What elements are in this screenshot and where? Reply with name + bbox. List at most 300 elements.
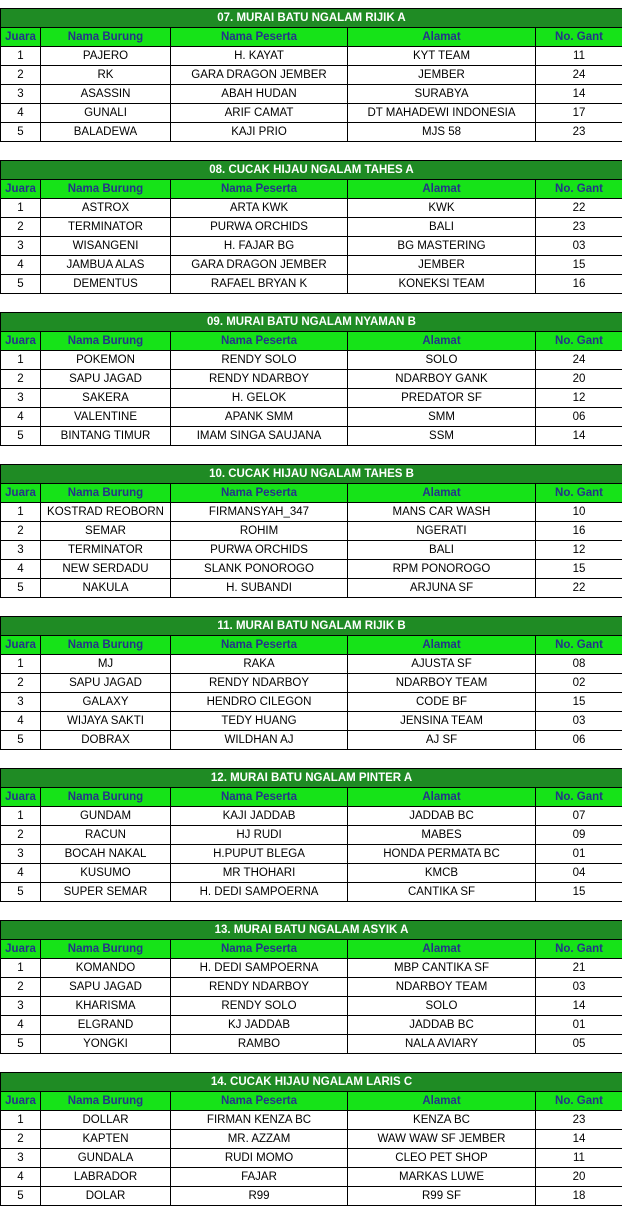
participant-cell: PURWA ORCHIDS bbox=[171, 218, 348, 237]
address-cell: KWK bbox=[348, 199, 536, 218]
ring-number-cell: 15 bbox=[536, 693, 622, 712]
header-alamat: Alamat bbox=[348, 180, 536, 199]
address-cell: AJ SF bbox=[348, 731, 536, 750]
rank-cell: 3 bbox=[1, 85, 41, 104]
header-alamat: Alamat bbox=[348, 940, 536, 959]
address-cell: JADDAB BC bbox=[348, 1016, 536, 1035]
ring-number-cell: 14 bbox=[536, 85, 622, 104]
ring-number-cell: 15 bbox=[536, 256, 622, 275]
bird-name-cell: MJ bbox=[41, 655, 171, 674]
address-cell: SURABYA bbox=[348, 85, 536, 104]
bird-name-cell: KOSTRAD REOBORN bbox=[41, 503, 171, 522]
header-alamat: Alamat bbox=[348, 1092, 536, 1111]
results-table bbox=[0, 160, 622, 294]
header-no-gant: No. Gant bbox=[536, 332, 622, 351]
rank-cell: 4 bbox=[1, 256, 41, 275]
address-cell: NALA AVIARY bbox=[348, 1035, 536, 1054]
ring-number-cell: 05 bbox=[536, 1035, 622, 1054]
address-cell: JEMBER bbox=[348, 256, 536, 275]
rank-cell: 2 bbox=[1, 522, 41, 541]
bird-name-cell: WISANGENI bbox=[41, 237, 171, 256]
header-nama-peserta: Nama Peserta bbox=[171, 28, 348, 47]
participant-cell: ROHIM bbox=[171, 522, 348, 541]
ring-number-cell: 04 bbox=[536, 864, 622, 883]
ring-number-cell: 10 bbox=[536, 503, 622, 522]
rank-cell: 5 bbox=[1, 427, 41, 446]
results-table bbox=[0, 312, 622, 446]
address-cell: NDARBOY TEAM bbox=[348, 674, 536, 693]
bird-name-cell: SAKERA bbox=[41, 389, 171, 408]
ring-number-cell: 16 bbox=[536, 522, 622, 541]
table-row bbox=[1, 1016, 622, 1035]
participant-cell: TEDY HUANG bbox=[171, 712, 348, 731]
results-table-block bbox=[0, 616, 622, 750]
bird-name-cell: RK bbox=[41, 66, 171, 85]
table-row bbox=[1, 427, 622, 446]
bird-name-cell: SEMAR bbox=[41, 522, 171, 541]
address-cell: CODE BF bbox=[348, 693, 536, 712]
bird-name-cell: LABRADOR bbox=[41, 1168, 171, 1187]
header-nama-peserta: Nama Peserta bbox=[171, 484, 348, 503]
table-row bbox=[1, 237, 622, 256]
ring-number-cell: 23 bbox=[536, 123, 622, 142]
rank-cell: 3 bbox=[1, 389, 41, 408]
ring-number-cell: 15 bbox=[536, 560, 622, 579]
participant-cell: HJ RUDI bbox=[171, 826, 348, 845]
rank-cell: 1 bbox=[1, 807, 41, 826]
participant-cell: MR. AZZAM bbox=[171, 1130, 348, 1149]
participant-cell: RUDI MOMO bbox=[171, 1149, 348, 1168]
participant-cell: FIRMANSYAH_347 bbox=[171, 503, 348, 522]
rank-cell: 3 bbox=[1, 693, 41, 712]
ring-number-cell: 20 bbox=[536, 370, 622, 389]
header-nama-burung: Nama Burung bbox=[41, 484, 171, 503]
ring-number-cell: 03 bbox=[536, 978, 622, 997]
bird-name-cell: NAKULA bbox=[41, 579, 171, 598]
rank-cell: 5 bbox=[1, 731, 41, 750]
results-table-block bbox=[0, 464, 622, 598]
rank-cell: 5 bbox=[1, 883, 41, 902]
participant-cell: SLANK PONOROGO bbox=[171, 560, 348, 579]
participant-cell: RENDY SOLO bbox=[171, 351, 348, 370]
ring-number-cell: 14 bbox=[536, 997, 622, 1016]
address-cell: NDARBOY GANK bbox=[348, 370, 536, 389]
table-header-row bbox=[1, 1092, 622, 1111]
table-row bbox=[1, 66, 622, 85]
table-title: 10. CUCAK HIJAU NGALAM TAHES B bbox=[1, 465, 622, 484]
ring-number-cell: 12 bbox=[536, 541, 622, 560]
table-title: 12. MURAI BATU NGALAM PINTER A bbox=[1, 769, 622, 788]
ring-number-cell: 01 bbox=[536, 1016, 622, 1035]
participant-cell: RENDY NDARBOY bbox=[171, 674, 348, 693]
header-no-gant: No. Gant bbox=[536, 28, 622, 47]
table-row bbox=[1, 1149, 622, 1168]
table-row bbox=[1, 807, 622, 826]
table-row bbox=[1, 1111, 622, 1130]
participant-cell: RAKA bbox=[171, 655, 348, 674]
address-cell: MANS CAR WASH bbox=[348, 503, 536, 522]
table-header-row bbox=[1, 636, 622, 655]
table-row bbox=[1, 997, 622, 1016]
participant-cell: KAJI JADDAB bbox=[171, 807, 348, 826]
header-alamat: Alamat bbox=[348, 28, 536, 47]
rank-cell: 3 bbox=[1, 997, 41, 1016]
header-nama-peserta: Nama Peserta bbox=[171, 1092, 348, 1111]
rank-cell: 5 bbox=[1, 1035, 41, 1054]
ring-number-cell: 03 bbox=[536, 712, 622, 731]
ring-number-cell: 07 bbox=[536, 807, 622, 826]
rank-cell: 5 bbox=[1, 275, 41, 294]
address-cell: DT MAHADEWI INDONESIA bbox=[348, 104, 536, 123]
bird-name-cell: SAPU JAGAD bbox=[41, 978, 171, 997]
header-alamat: Alamat bbox=[348, 332, 536, 351]
header-juara: Juara bbox=[1, 484, 41, 503]
participant-cell: FAJAR bbox=[171, 1168, 348, 1187]
ring-number-cell: 24 bbox=[536, 66, 622, 85]
table-row bbox=[1, 845, 622, 864]
address-cell: MJS 58 bbox=[348, 123, 536, 142]
address-cell: KENZA BC bbox=[348, 1111, 536, 1130]
ring-number-cell: 17 bbox=[536, 104, 622, 123]
rank-cell: 3 bbox=[1, 1149, 41, 1168]
results-table bbox=[0, 464, 622, 598]
bird-name-cell: GUNDAM bbox=[41, 807, 171, 826]
header-nama-peserta: Nama Peserta bbox=[171, 636, 348, 655]
results-table-block bbox=[0, 920, 622, 1054]
rank-cell: 1 bbox=[1, 655, 41, 674]
address-cell: SSM bbox=[348, 427, 536, 446]
bird-name-cell: BINTANG TIMUR bbox=[41, 427, 171, 446]
table-title: 13. MURAI BATU NGALAM ASYIK A bbox=[1, 921, 622, 940]
address-cell: BG MASTERING bbox=[348, 237, 536, 256]
table-row bbox=[1, 123, 622, 142]
table-header-row bbox=[1, 484, 622, 503]
results-table-block bbox=[0, 1072, 622, 1206]
rank-cell: 1 bbox=[1, 959, 41, 978]
participant-cell: H. DEDI SAMPOERNA bbox=[171, 959, 348, 978]
address-cell: SMM bbox=[348, 408, 536, 427]
rank-cell: 2 bbox=[1, 370, 41, 389]
participant-cell: GARA DRAGON JEMBER bbox=[171, 256, 348, 275]
rank-cell: 3 bbox=[1, 237, 41, 256]
address-cell: JEMBER bbox=[348, 66, 536, 85]
address-cell: MABES bbox=[348, 826, 536, 845]
table-row bbox=[1, 522, 622, 541]
participant-cell: H. KAYAT bbox=[171, 47, 348, 66]
ring-number-cell: 06 bbox=[536, 408, 622, 427]
rank-cell: 2 bbox=[1, 218, 41, 237]
participant-cell: GARA DRAGON JEMBER bbox=[171, 66, 348, 85]
ring-number-cell: 23 bbox=[536, 218, 622, 237]
bird-name-cell: DEMENTUS bbox=[41, 275, 171, 294]
address-cell: AJUSTA SF bbox=[348, 655, 536, 674]
table-row bbox=[1, 218, 622, 237]
rank-cell: 4 bbox=[1, 712, 41, 731]
participant-cell: ABAH HUDAN bbox=[171, 85, 348, 104]
rank-cell: 4 bbox=[1, 560, 41, 579]
table-row bbox=[1, 47, 622, 66]
bird-name-cell: YONGKI bbox=[41, 1035, 171, 1054]
header-juara: Juara bbox=[1, 332, 41, 351]
bird-name-cell: GALAXY bbox=[41, 693, 171, 712]
bird-name-cell: JAMBUA ALAS bbox=[41, 256, 171, 275]
results-table bbox=[0, 8, 622, 142]
rank-cell: 5 bbox=[1, 123, 41, 142]
header-nama-peserta: Nama Peserta bbox=[171, 180, 348, 199]
ring-number-cell: 24 bbox=[536, 351, 622, 370]
results-table bbox=[0, 1072, 622, 1206]
bird-name-cell: TERMINATOR bbox=[41, 218, 171, 237]
ring-number-cell: 03 bbox=[536, 237, 622, 256]
table-row bbox=[1, 275, 622, 294]
table-row bbox=[1, 731, 622, 750]
table-row bbox=[1, 408, 622, 427]
rank-cell: 5 bbox=[1, 1187, 41, 1206]
ring-number-cell: 08 bbox=[536, 655, 622, 674]
header-juara: Juara bbox=[1, 28, 41, 47]
table-row bbox=[1, 503, 622, 522]
participant-cell: H.PUPUT BLEGA bbox=[171, 845, 348, 864]
header-juara: Juara bbox=[1, 788, 41, 807]
rank-cell: 1 bbox=[1, 47, 41, 66]
table-row bbox=[1, 883, 622, 902]
participant-cell: RENDY NDARBOY bbox=[171, 370, 348, 389]
table-row bbox=[1, 389, 622, 408]
participant-cell: RENDY NDARBOY bbox=[171, 978, 348, 997]
address-cell: SOLO bbox=[348, 351, 536, 370]
rank-cell: 4 bbox=[1, 864, 41, 883]
header-nama-peserta: Nama Peserta bbox=[171, 788, 348, 807]
table-row bbox=[1, 1168, 622, 1187]
bird-name-cell: POKEMON bbox=[41, 351, 171, 370]
ring-number-cell: 21 bbox=[536, 959, 622, 978]
rank-cell: 4 bbox=[1, 408, 41, 427]
ring-number-cell: 12 bbox=[536, 389, 622, 408]
ring-number-cell: 11 bbox=[536, 47, 622, 66]
ring-number-cell: 20 bbox=[536, 1168, 622, 1187]
table-row bbox=[1, 674, 622, 693]
ring-number-cell: 11 bbox=[536, 1149, 622, 1168]
participant-cell: R99 bbox=[171, 1187, 348, 1206]
table-row bbox=[1, 693, 622, 712]
rank-cell: 5 bbox=[1, 579, 41, 598]
table-row bbox=[1, 959, 622, 978]
address-cell: RPM PONOROGO bbox=[348, 560, 536, 579]
rank-cell: 2 bbox=[1, 66, 41, 85]
ring-number-cell: 15 bbox=[536, 883, 622, 902]
ring-number-cell: 01 bbox=[536, 845, 622, 864]
ring-number-cell: 18 bbox=[536, 1187, 622, 1206]
table-title: 11. MURAI BATU NGALAM RIJIK B bbox=[1, 617, 622, 636]
bird-name-cell: TERMINATOR bbox=[41, 541, 171, 560]
header-alamat: Alamat bbox=[348, 484, 536, 503]
bird-name-cell: NEW SERDADU bbox=[41, 560, 171, 579]
participant-cell: WILDHAN AJ bbox=[171, 731, 348, 750]
header-nama-peserta: Nama Peserta bbox=[171, 940, 348, 959]
participant-cell: HENDRO CILEGON bbox=[171, 693, 348, 712]
participant-cell: H. DEDI SAMPOERNA bbox=[171, 883, 348, 902]
table-row bbox=[1, 1187, 622, 1206]
table-row bbox=[1, 1035, 622, 1054]
bird-name-cell: SAPU JAGAD bbox=[41, 674, 171, 693]
table-row bbox=[1, 370, 622, 389]
table-row bbox=[1, 104, 622, 123]
header-no-gant: No. Gant bbox=[536, 636, 622, 655]
header-no-gant: No. Gant bbox=[536, 1092, 622, 1111]
header-alamat: Alamat bbox=[348, 788, 536, 807]
participant-cell: APANK SMM bbox=[171, 408, 348, 427]
header-nama-burung: Nama Burung bbox=[41, 636, 171, 655]
header-nama-burung: Nama Burung bbox=[41, 180, 171, 199]
bird-name-cell: ASTROX bbox=[41, 199, 171, 218]
bird-name-cell: ASASSIN bbox=[41, 85, 171, 104]
rank-cell: 3 bbox=[1, 541, 41, 560]
participant-cell: IMAM SINGA SAUJANA bbox=[171, 427, 348, 446]
table-row bbox=[1, 85, 622, 104]
bird-name-cell: WIJAYA SAKTI bbox=[41, 712, 171, 731]
participant-cell: ARTA KWK bbox=[171, 199, 348, 218]
header-nama-burung: Nama Burung bbox=[41, 940, 171, 959]
results-table bbox=[0, 768, 622, 902]
table-row bbox=[1, 655, 622, 674]
bird-name-cell: KHARISMA bbox=[41, 997, 171, 1016]
ring-number-cell: 14 bbox=[536, 1130, 622, 1149]
header-no-gant: No. Gant bbox=[536, 180, 622, 199]
ring-number-cell: 02 bbox=[536, 674, 622, 693]
rank-cell: 4 bbox=[1, 1016, 41, 1035]
participant-cell: KAJI PRIO bbox=[171, 123, 348, 142]
rank-cell: 2 bbox=[1, 1130, 41, 1149]
ring-number-cell: 22 bbox=[536, 579, 622, 598]
table-row bbox=[1, 579, 622, 598]
address-cell: ARJUNA SF bbox=[348, 579, 536, 598]
bird-name-cell: GUNDALA bbox=[41, 1149, 171, 1168]
table-row bbox=[1, 712, 622, 731]
participant-cell: RENDY SOLO bbox=[171, 997, 348, 1016]
participant-cell: RAMBO bbox=[171, 1035, 348, 1054]
table-row bbox=[1, 199, 622, 218]
address-cell: CANTIKA SF bbox=[348, 883, 536, 902]
header-juara: Juara bbox=[1, 1092, 41, 1111]
table-row bbox=[1, 256, 622, 275]
header-no-gant: No. Gant bbox=[536, 484, 622, 503]
results-table bbox=[0, 920, 622, 1054]
table-title: 09. MURAI BATU NGALAM NYAMAN B bbox=[1, 313, 622, 332]
header-juara: Juara bbox=[1, 940, 41, 959]
table-header-row bbox=[1, 788, 622, 807]
address-cell: HONDA PERMATA BC bbox=[348, 845, 536, 864]
rank-cell: 2 bbox=[1, 978, 41, 997]
bird-name-cell: DOLAR bbox=[41, 1187, 171, 1206]
bird-name-cell: BOCAH NAKAL bbox=[41, 845, 171, 864]
bird-name-cell: RACUN bbox=[41, 826, 171, 845]
results-table bbox=[0, 616, 622, 750]
header-nama-burung: Nama Burung bbox=[41, 1092, 171, 1111]
participant-cell: FIRMAN KENZA BC bbox=[171, 1111, 348, 1130]
address-cell: JENSINA TEAM bbox=[348, 712, 536, 731]
ring-number-cell: 14 bbox=[536, 427, 622, 446]
header-no-gant: No. Gant bbox=[536, 788, 622, 807]
address-cell: BALI bbox=[348, 218, 536, 237]
ring-number-cell: 09 bbox=[536, 826, 622, 845]
bird-name-cell: SUPER SEMAR bbox=[41, 883, 171, 902]
bird-name-cell: BALADEWA bbox=[41, 123, 171, 142]
address-cell: CLEO PET SHOP bbox=[348, 1149, 536, 1168]
rank-cell: 3 bbox=[1, 845, 41, 864]
table-title: 07. MURAI BATU NGALAM RIJIK A bbox=[1, 9, 622, 28]
ring-number-cell: 23 bbox=[536, 1111, 622, 1130]
address-cell: NDARBOY TEAM bbox=[348, 978, 536, 997]
bird-name-cell: GUNALI bbox=[41, 104, 171, 123]
bird-name-cell: DOLLAR bbox=[41, 1111, 171, 1130]
ring-number-cell: 22 bbox=[536, 199, 622, 218]
bird-name-cell: KUSUMO bbox=[41, 864, 171, 883]
ring-number-cell: 16 bbox=[536, 275, 622, 294]
bird-name-cell: KOMANDO bbox=[41, 959, 171, 978]
address-cell: BALI bbox=[348, 541, 536, 560]
address-cell: WAW WAW SF JEMBER bbox=[348, 1130, 536, 1149]
address-cell: SOLO bbox=[348, 997, 536, 1016]
rank-cell: 4 bbox=[1, 1168, 41, 1187]
participant-cell: RAFAEL BRYAN K bbox=[171, 275, 348, 294]
rank-cell: 1 bbox=[1, 503, 41, 522]
address-cell: JADDAB BC bbox=[348, 807, 536, 826]
results-table-block bbox=[0, 160, 622, 294]
header-no-gant: No. Gant bbox=[536, 940, 622, 959]
table-row bbox=[1, 1130, 622, 1149]
table-row bbox=[1, 978, 622, 997]
table-row bbox=[1, 351, 622, 370]
address-cell: KYT TEAM bbox=[348, 47, 536, 66]
table-row bbox=[1, 541, 622, 560]
table-header-row bbox=[1, 332, 622, 351]
participant-cell: H. SUBANDI bbox=[171, 579, 348, 598]
participant-cell: H. GELOK bbox=[171, 389, 348, 408]
table-header-row bbox=[1, 180, 622, 199]
rank-cell: 2 bbox=[1, 826, 41, 845]
header-juara: Juara bbox=[1, 180, 41, 199]
rank-cell: 1 bbox=[1, 351, 41, 370]
rank-cell: 4 bbox=[1, 104, 41, 123]
header-nama-burung: Nama Burung bbox=[41, 332, 171, 351]
participant-cell: MR THOHARI bbox=[171, 864, 348, 883]
participant-cell: ARIF CAMAT bbox=[171, 104, 348, 123]
bird-name-cell: KAPTEN bbox=[41, 1130, 171, 1149]
header-nama-burung: Nama Burung bbox=[41, 788, 171, 807]
header-alamat: Alamat bbox=[348, 636, 536, 655]
address-cell: NGERATI bbox=[348, 522, 536, 541]
rank-cell: 1 bbox=[1, 1111, 41, 1130]
header-juara: Juara bbox=[1, 636, 41, 655]
address-cell: KMCB bbox=[348, 864, 536, 883]
bird-name-cell: DOBRAX bbox=[41, 731, 171, 750]
ring-number-cell: 06 bbox=[536, 731, 622, 750]
bird-name-cell: ELGRAND bbox=[41, 1016, 171, 1035]
rank-cell: 1 bbox=[1, 199, 41, 218]
table-title: 08. CUCAK HIJAU NGALAM TAHES A bbox=[1, 161, 622, 180]
participant-cell: KJ JADDAB bbox=[171, 1016, 348, 1035]
table-title: 14. CUCAK HIJAU NGALAM LARIS C bbox=[1, 1073, 622, 1092]
header-nama-peserta: Nama Peserta bbox=[171, 332, 348, 351]
table-header-row bbox=[1, 940, 622, 959]
bird-name-cell: VALENTINE bbox=[41, 408, 171, 427]
results-table-block bbox=[0, 8, 622, 142]
address-cell: MBP CANTIKA SF bbox=[348, 959, 536, 978]
address-cell: PREDATOR SF bbox=[348, 389, 536, 408]
header-nama-burung: Nama Burung bbox=[41, 28, 171, 47]
address-cell: KONEKSI TEAM bbox=[348, 275, 536, 294]
address-cell: R99 SF bbox=[348, 1187, 536, 1206]
